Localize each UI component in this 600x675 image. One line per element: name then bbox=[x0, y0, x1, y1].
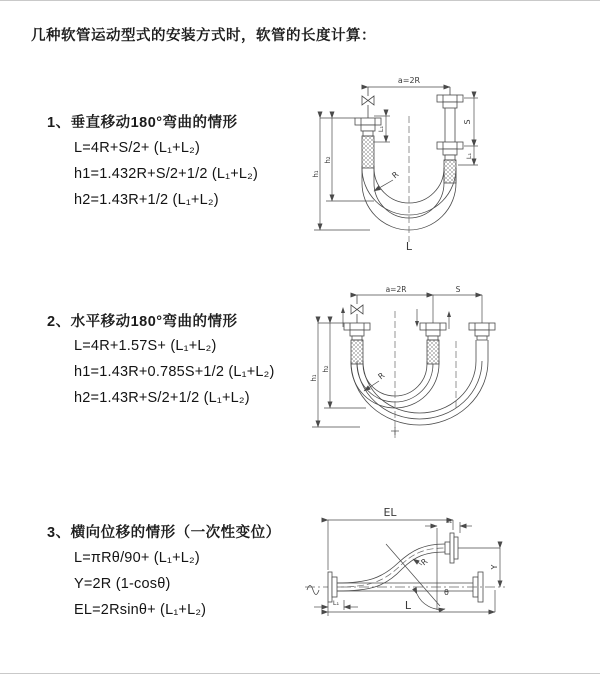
dim-label-l: L bbox=[404, 599, 412, 612]
section-3-formula-el: EL=2Rsinθ+ (L₁+L₂) bbox=[74, 602, 207, 618]
angle-construction bbox=[386, 528, 449, 610]
dim-l1-top bbox=[425, 517, 472, 533]
section-1-formula-h1: h1=1.432R+S/2+1/2 (L₁+L₂) bbox=[74, 166, 259, 182]
radius-label: R bbox=[419, 556, 430, 568]
left-flange-assembly bbox=[328, 572, 337, 602]
braided-hose bbox=[362, 136, 374, 168]
braided-hose bbox=[444, 160, 456, 183]
dim-label-l1: L₁ bbox=[377, 125, 385, 133]
flange bbox=[344, 323, 370, 330]
flange bbox=[355, 118, 381, 125]
dim-a2r bbox=[368, 76, 450, 87]
section-1-formula-l: L=4R+S/2+ (L₁+L₂) bbox=[74, 140, 200, 156]
right-flange-assembly bbox=[469, 295, 495, 361]
section-1-heading: 1、垂直移动180°弯曲的情形 bbox=[47, 115, 238, 131]
radius-leader bbox=[374, 170, 401, 191]
dim-label-h2: h₂ bbox=[324, 156, 332, 164]
dim-h1 bbox=[312, 118, 370, 230]
section-3-heading: 3、横向位移的情形（一次性变位） bbox=[47, 525, 281, 541]
braided-hose bbox=[351, 340, 363, 364]
section-2-formula-l: L=4R+1.57S+ (L₁+L₂) bbox=[74, 338, 217, 354]
dim-label-y: Y bbox=[490, 564, 499, 570]
diagram-lateral-displacement bbox=[300, 500, 600, 665]
flange bbox=[328, 572, 332, 602]
flange bbox=[469, 323, 495, 330]
section-1-formula-h2: h2=1.43R+1/2 (L₁+L₂) bbox=[74, 192, 219, 208]
length-label: L bbox=[405, 240, 413, 253]
dim-label-a2r: a=2R bbox=[397, 76, 421, 85]
dim-label-h2: h₂ bbox=[322, 365, 330, 373]
dim-label-h1: h₁ bbox=[310, 374, 318, 382]
flange bbox=[450, 533, 454, 563]
dim-s bbox=[433, 285, 482, 295]
radius-label: R bbox=[376, 370, 387, 382]
angle-label: θ bbox=[444, 588, 449, 597]
dim-label-l1: L₁ bbox=[465, 152, 473, 160]
dim-l bbox=[328, 590, 495, 616]
flange bbox=[437, 95, 463, 102]
right-flange-assembly bbox=[437, 87, 463, 183]
dim-label-el: EL bbox=[383, 506, 397, 519]
flange bbox=[420, 323, 446, 330]
dim-label-l1: L₁ bbox=[332, 599, 340, 607]
dim-label-h1: h₁ bbox=[312, 170, 320, 178]
section-2-formula-h1: h1=1.43R+0.785S+1/2 (L₁+L₂) bbox=[74, 364, 275, 380]
page-title: 几种软管运动型式的安装方式时，软管的长度计算： bbox=[31, 28, 376, 44]
section-3-formula-y: Y=2R (1-cosθ) bbox=[74, 576, 171, 592]
dim-label-a2r: a=2R bbox=[385, 285, 407, 294]
section-2-heading: 2、水平移动180°弯曲的情形 bbox=[47, 314, 238, 330]
dim-el bbox=[328, 506, 453, 570]
flange bbox=[437, 142, 463, 149]
hose-u-bends bbox=[351, 361, 488, 425]
center-tick bbox=[391, 427, 399, 435]
scan-edge-top bbox=[0, 0, 600, 1]
dim-label-l1: L₁ bbox=[445, 517, 453, 525]
middle-flange-assembly bbox=[420, 295, 446, 364]
dim-a2r bbox=[357, 285, 433, 295]
curved-hose bbox=[337, 533, 458, 591]
radius-label: R bbox=[390, 169, 401, 181]
dim-s bbox=[463, 98, 478, 146]
diagram-horizontal-180-bend bbox=[308, 283, 600, 455]
dim-label-s: S bbox=[455, 285, 461, 294]
left-flange-assembly bbox=[344, 295, 370, 364]
dim-l1-bottom bbox=[314, 599, 358, 610]
braided-hose bbox=[427, 340, 439, 364]
diagram-vertical-180-bend bbox=[310, 70, 600, 260]
scan-edge-bottom bbox=[0, 673, 600, 674]
dim-label-s: S bbox=[463, 119, 472, 125]
valve-symbol bbox=[351, 305, 363, 314]
section-2-formula-h2: h2=1.43R+S/2+1/2 (L₁+L₂) bbox=[74, 390, 250, 406]
section-3-formula-l: L=πRθ/90+ (L₁+L₂) bbox=[74, 550, 200, 566]
valve-symbol bbox=[362, 96, 374, 105]
